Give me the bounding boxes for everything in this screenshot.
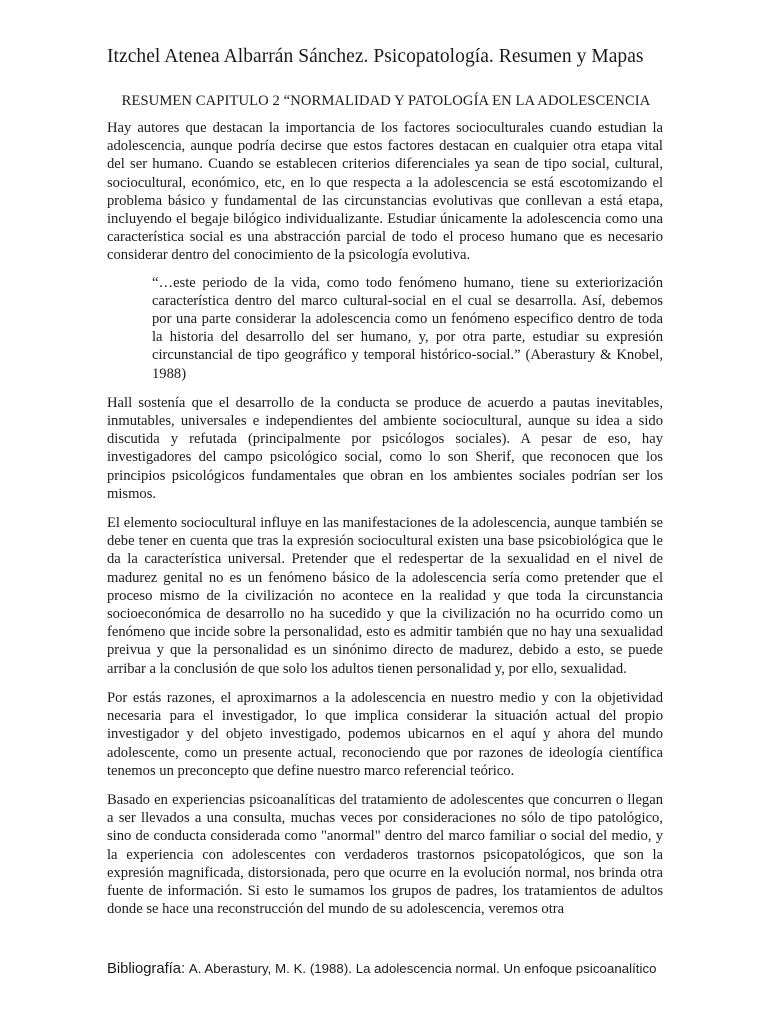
document-body: [107, 119, 663, 929]
paragraph-experiences: Basado en experiencias psicoanalíticas del tratamiento de adolescentes que concurren o llegan a ser llevados a una consulta, muchas veces por consideraciones no sólo de tipo patológico, sino de conducta considerada como "anormal" dentro del marco familiar o social del medio, y la experiencia con adolescentes con verdaderos trastornos psicopatológicos, que son la expresión magnificada, distorsionada, pero que ocurre en la evolución normal, nos brinda otra fuente de información. Si esto le sumamos los grupos de padres, los tratamientos de adultos donde se hace una reconstrucción del mundo de su adolescencia, veremos otra: [107, 791, 663, 918]
paragraph-reasons: Por estás razones, el aproximarnos a la adolescencia en nuestro medio y con la objetividad necesaria para el investigador, lo que implica considerar la situación actual del propio investigador y del objeto investigado, podemos ubicarnos en el aquí y ahora del mundo adolescente, como un presente actual, reconociendo que por razones de ideología científica tenemos un preconcepto que define nuestro marco referencial teórico.: [107, 689, 663, 779]
bibliography: [107, 959, 657, 979]
chapter-title: RESUMEN CAPITULO 2 “NORMALIDAD Y PATOLOGÍA EN LA ADOLESCENCIA: [121, 93, 651, 109]
document-header: [107, 44, 644, 70]
block-quote: “…este periodo de la vida, como todo fenómeno humano, tiene su exteriorización característica dentro del marco cultural-social en el cual se desarrolla. Así, debemos por una parte considerar la adolescencia como un fenómeno especifico dentro de toda la historia del desarrollo del ser humano, y, por otra parte, estudiar su expresión circunstancial de tipo geográfico y temporal histórico-social.” (Aberastury & Knobel, 1988): [152, 274, 663, 382]
bibliography-text: A. Aberastury, M. K. (1988). La adolescencia normal. Un enfoque psicoanalítico: [188, 961, 657, 976]
header-title: Itzchel Atenea Albarrán Sánchez. Psicopatología. Resumen y Mapas: [107, 46, 644, 67]
paragraph-sociocultural: El elemento sociocultural influye en las manifestaciones de la adolescencia, aunque también se debe tener en cuenta que tras la expresión sociocultural existen una base psicobiológica que le da la característica universal. Pretender que el redespertar de la sexualidad en el nivel de madurez genital no es un fenómeno básico de la adolescencia sería como pretender que el proceso mismo de la civilización no acontece en la realidad y que toda la circunstancia socioeconómica de desarrollo no ha sucedido y que la civilización no ha ocurrido como un fenómeno que incide sobre la personalidad, esto es admitir también que no hay una sexualidad preivua y que la personalidad es un sinónimo directo de madurez, debido a esto, se puede arribar a la conclusión de que solo los adultos tienen personalidad y, por ello, sexualidad.: [107, 515, 663, 677]
paragraph-intro: Hay autores que destacan la importancia de los factores socioculturales cuando estudian la adolescencia, aunque podría decirse que estos factores destacan en cualquier otra etapa vital del ser humano. Cuando se establecen criterios diferenciales ya sean de tipo social, cultural, sociocultural, económico, etc, en lo que respecta a la adolescencia se está escotomizando el problema básico y fundamental de las circunstancias evolutivas que conllevan a está etapa, incluyendo el begaje bilógico individualizante. Estudiar únicamente la adolescencia como una característica social es una abstracción parcial de todo el proceso humano que es necesario considerar dentro del conocimiento de la psicología evolutiva.: [107, 120, 663, 264]
paragraph-hall: Hall sostenía que el desarrollo de la conducta se produce de acuerdo a pautas inevitables, inmutables, universales e independientes del ambiente sociocultural, aunque su idea a sido discutida y refutada (principalmente por psicólogos sociales). A pesar de eso, hay investigadores del campo psicológico social, como lo son Sherif, que reconocen que los principios psicológicos fundamentales que obran en los ambientes sociales podrían ser los mismos.: [107, 394, 663, 502]
bibliography-label: Bibliografía:: [107, 961, 186, 977]
